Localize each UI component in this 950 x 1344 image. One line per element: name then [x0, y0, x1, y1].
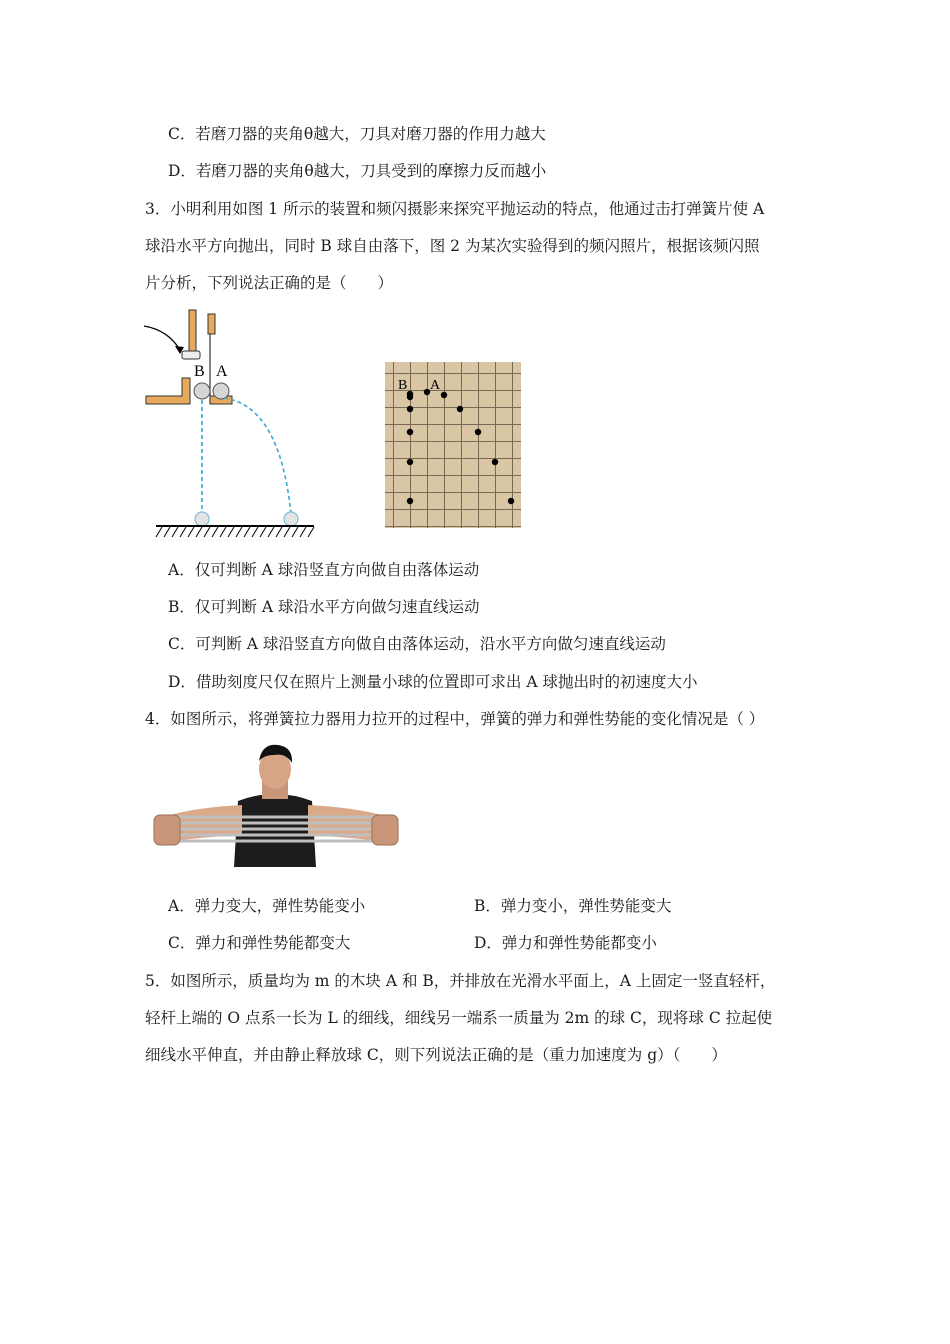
q3-option-b: B．仅可判断 A 球沿水平方向做匀速直线运动 [168, 598, 480, 616]
q3-figure1-apparatus [140, 306, 320, 542]
q3-stem-line3: 片分析，下列说法正确的是（ ） [145, 274, 394, 292]
right-handle [372, 815, 398, 845]
q4-chest-expander-photo [150, 743, 400, 867]
left-handle [154, 815, 180, 845]
ball-b-frame-3 [407, 406, 413, 412]
ball-a-frame-3 [441, 392, 447, 398]
q5-stem-line1: 5．如图所示，质量均为 m 的木块 A 和 B，并排放在光滑水平面上，A 上固定一竖直轻杆， [145, 972, 776, 990]
hammer-swing-arrow [144, 326, 180, 350]
ball-a-frame-6 [492, 459, 498, 465]
ground-hatching [156, 527, 314, 537]
ball-b-frame-4 [407, 429, 413, 435]
fig2-label-b: B [398, 378, 408, 393]
ball-a-landed [284, 512, 298, 526]
ball-a-frame-2 [424, 389, 430, 395]
ball-a [213, 383, 229, 399]
q4-stem: 4．如图所示，将弹簧拉力器用力拉开的过程中，弹簧的弹力和弹性势能的变化情况是（ ） [145, 710, 765, 728]
a-projectile-path [224, 398, 291, 514]
ball-b-landed [195, 512, 209, 526]
q4-option-c: C．弹力和弹性势能都变大 [168, 934, 351, 952]
q3-figure2-strobe-photo [385, 362, 521, 528]
fig1-label-b: B [194, 363, 205, 380]
fig2-label-a: A [430, 378, 441, 393]
q3-option-c: C．可判断 A 球沿竖直方向做自由落体运动，沿水平方向做匀速直线运动 [168, 635, 666, 653]
hammer-handle [189, 310, 196, 352]
ball-b [194, 383, 210, 399]
q4-option-d: D．弹力和弹性势能都变小 [474, 934, 657, 952]
q3-stem-line1: 3．小明利用如图 1 所示的装置和频闪摄影来探究平抛运动的特点，他通过击打弹簧片使 A [145, 200, 765, 218]
hammer-head [182, 351, 200, 359]
q3-option-d: D．借助刻度尺仅在照片上测量小球的位置即可求出 A 球抛出时的初速度大小 [168, 673, 698, 691]
q4-option-a: A．弹力变大，弹性势能变小 [168, 897, 366, 915]
ball-b-frame-5 [407, 459, 413, 465]
base-platform [146, 378, 190, 404]
ball-b-frame-6 [407, 498, 413, 504]
stand-post [208, 314, 215, 334]
fig1-label-a: A [216, 363, 228, 380]
q2-option-c: C．若磨刀器的夹角θ越大，刀具对磨刀器的作用力越大 [168, 125, 546, 143]
q5-stem-line3: 细线水平伸直，并由静止释放球 C，则下列说法正确的是（重力加速度为 g）（ ） [145, 1046, 727, 1064]
q2-option-d: D．若磨刀器的夹角θ越大，刀具受到的摩擦力反而越小 [168, 162, 547, 180]
ball-a-frame-7 [508, 498, 514, 504]
q4-option-b: B．弹力变小，弹性势能变大 [474, 897, 672, 915]
ball-a-frame-4 [457, 406, 463, 412]
q3-stem-line2: 球沿水平方向抛出，同时 B 球自由落下，图 2 为某次实验得到的频闪照片，根据该频闪照 [145, 237, 760, 255]
ball-b-frame-2 [407, 394, 413, 400]
ball-a-frame-5 [475, 429, 481, 435]
q5-stem-line2: 轻杆上端的 O 点系一长为 L 的细线，细线另一端系一质量为 2m 的球 C，现将球 C 拉起使 [145, 1009, 773, 1027]
q3-option-a: A．仅可判断 A 球沿竖直方向做自由落体运动 [168, 561, 480, 579]
